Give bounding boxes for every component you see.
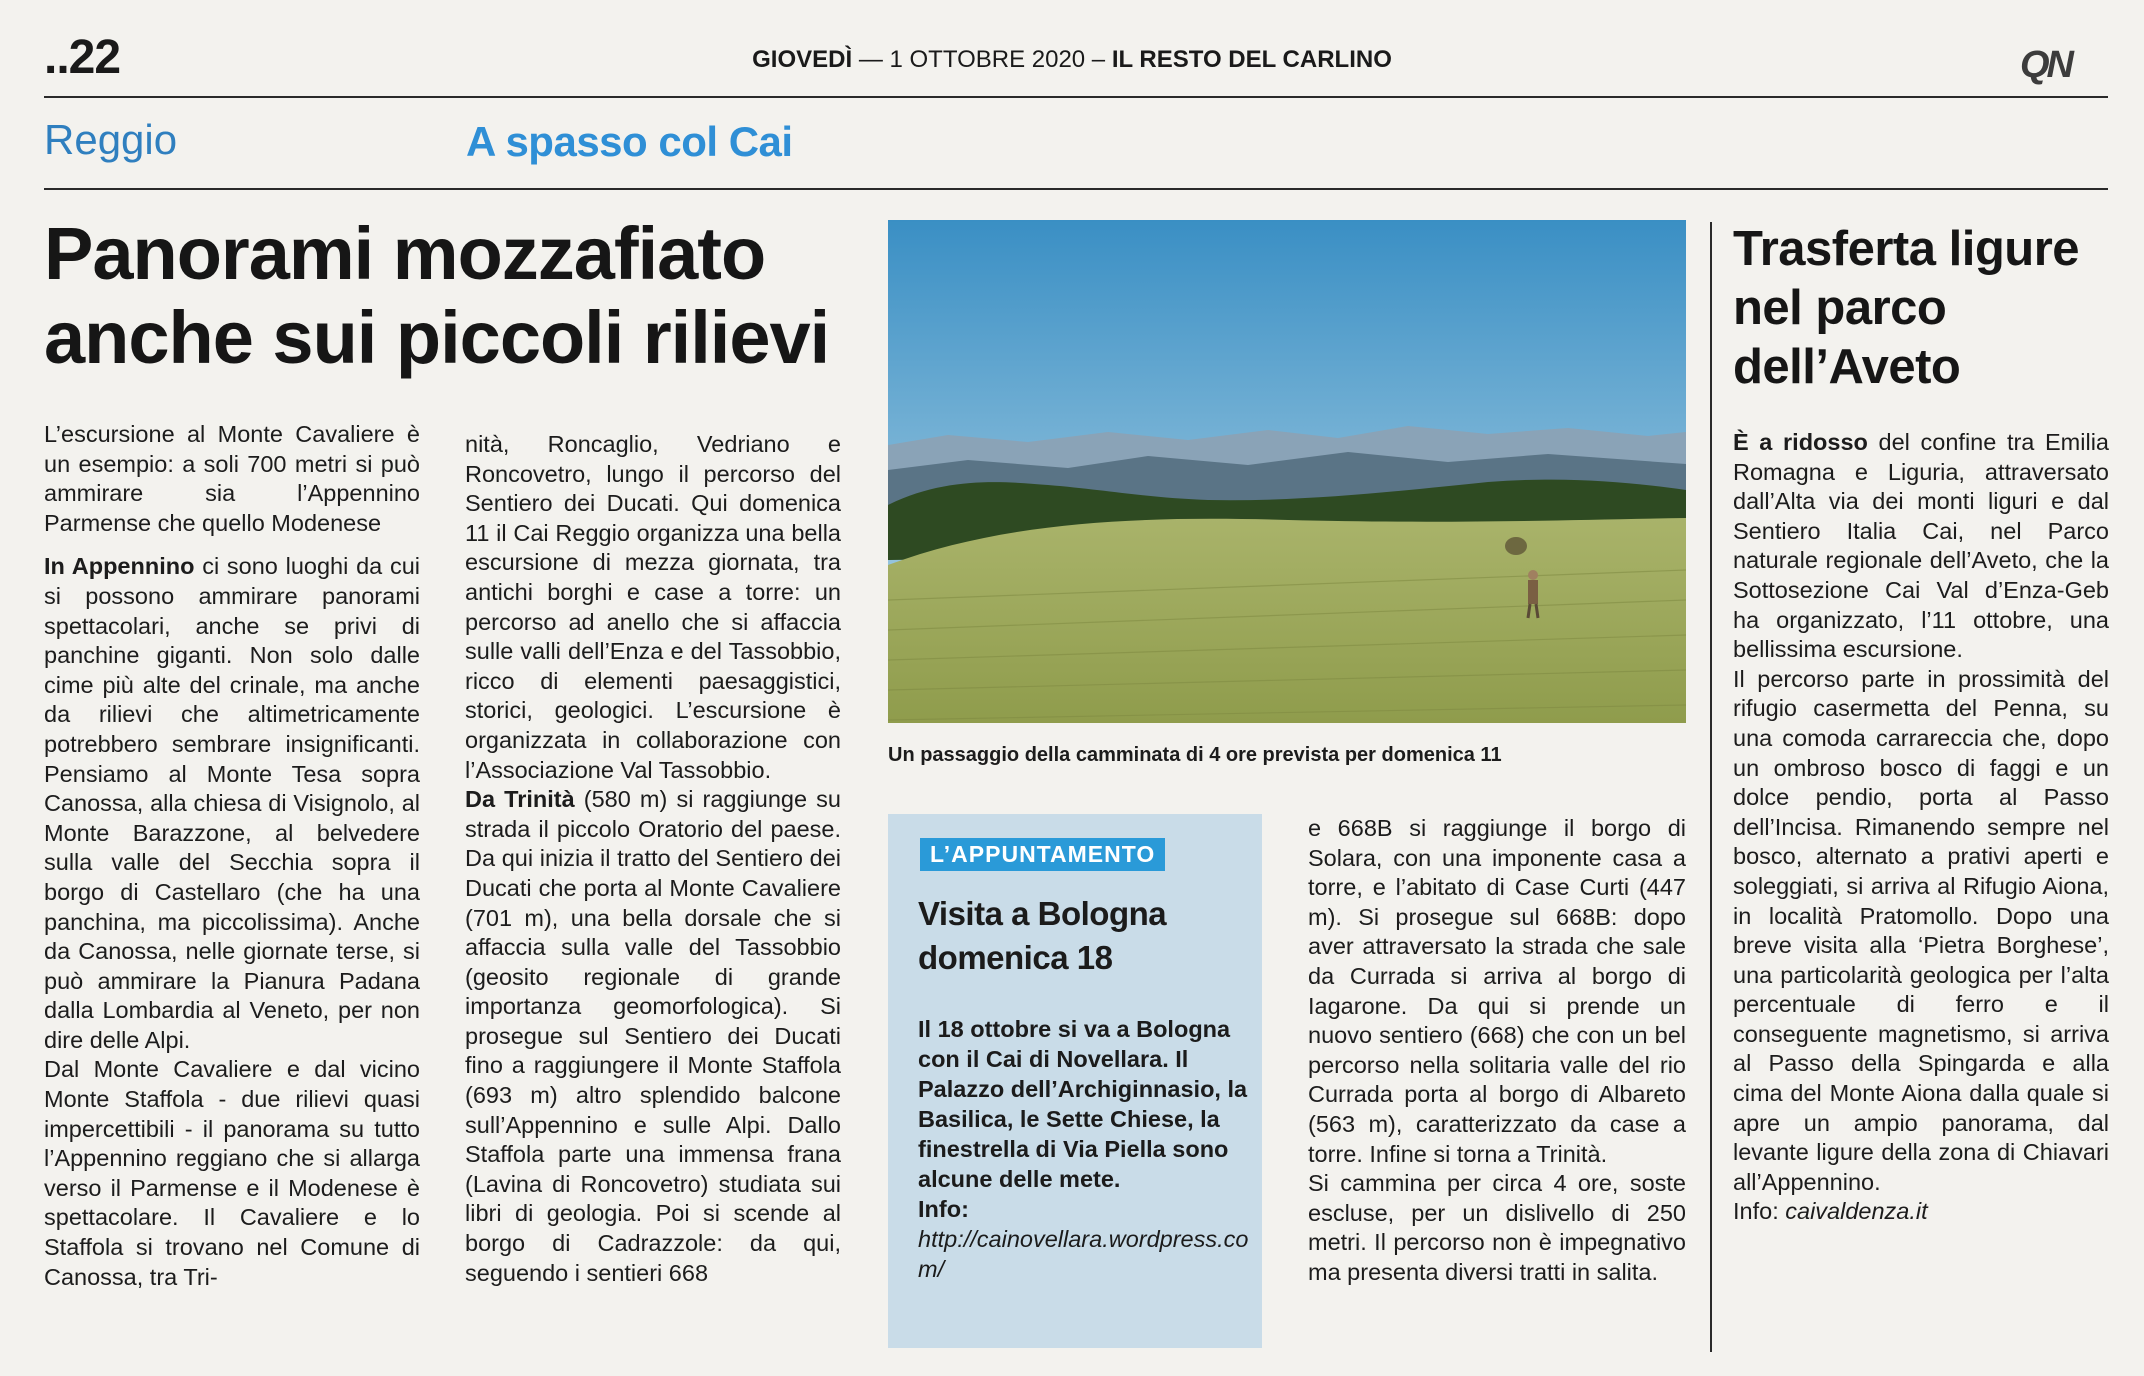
landscape-illustration xyxy=(888,220,1686,723)
article-paragraph: Da Trinità (580 m) si raggiunge su strada il piccolo Oratorio del paese. Da qui inizia il tratto del Sentiero dei Ducati che porta al Monte Cavaliere (701 m), una bella dorsale che si affaccia sulla valle del Tassobbio (geosito regionale di grande importanza geomorfologica). Si prosegue sul Sentiero dei Ducati fino a raggiungere il Monte Staffola (693 m) altro splendido balcone sull’Appennino e sulle Alpi. Dallo Staffola parte una immensa frana (Lavina di Roncovetro) studiata sui libri di geologia. Poi si scende al borgo di Cadrazzole: da qui, seguendo i sentieri 668 xyxy=(465,786,841,1286)
appointment-info-label: Info: xyxy=(918,1196,969,1222)
lead-in: In Appennino xyxy=(44,553,195,580)
article-paragraph: nità, Roncaglio, Vedriano e Roncovetro, lungo il percorso del Sentiero dei Ducati. Qui domenica 11 il Cai Reggio organizza una bella escursione di mezza giornata, tra antichi borghi e case a torre: un percorso ad anello che si affaccia sulle valli dell’Enza e del Tassobbio, ricco di elementi paesaggistici, storici, geologici. L’escursione è organizzata in collaborazione con l’Associazione Val Tassobbio. xyxy=(465,431,841,783)
section-name: Reggio xyxy=(44,116,178,163)
side-info: Info: caivaldenza.it xyxy=(1733,1198,1928,1225)
article-lead: L’escursione al Monte Cavaliere è un esempio: a soli 700 metri si può ammirare sia l’Appennino Parmense che quello Modenese xyxy=(44,421,420,536)
header-dateline xyxy=(0,46,2144,74)
header-rule xyxy=(44,96,2108,98)
appointment-body: Il 18 ottobre si va a Bologna con il Cai di Novellara. Il Palazzo dell’Archiginnasio, la Basilica, le Sette Chiese, la finestrella di Via Piella sono alcune delle mete. Info: http://cainovellara.wordpress.com/ xyxy=(918,1016,1249,1282)
header-day: GIOVEDÌ xyxy=(752,46,853,73)
article-column-3 xyxy=(1308,814,1686,1288)
side-article-column xyxy=(1733,428,2109,1227)
article-paragraph: Dal Monte Cavaliere e dal vicino Monte Staffola - due rilievi quasi impercettibili - il panorama su tutto l’Appennino reggiano che si allarga verso il Parmense e il Modenese è spettacolare. Il Cavaliere e lo Staffola si trovano nel Comune di Canossa, tra Tri- xyxy=(44,1056,420,1290)
article-paragraph: È a ridosso del confine tra Emilia Romagna e Liguria, attraversato dall’Alta via dei monti liguri e dal Sentiero Italia Cai, nel Parco naturale regionale dell’Aveto, che la Sottosezione Cai Val d’Enza-Geb ha organizzato, l’11 ottobre, una bellissima escursione. xyxy=(1733,429,2109,663)
header-date: — 1 OTTOBRE 2020 – xyxy=(858,46,1106,73)
headline-line-1: Panorami mozzafiato xyxy=(44,212,766,295)
header-newspaper: IL RESTO DEL CARLINO xyxy=(1111,46,1392,73)
section-rule xyxy=(44,188,2108,190)
qn-logo: QN xyxy=(2020,44,2071,86)
article-column-2 xyxy=(465,430,841,1288)
lead-in: Da Trinità xyxy=(465,786,575,813)
article-paragraph: Il percorso parte in prossimità del rifugio casermetta del Penna, su una comoda carrareccia che, dopo un ombroso bosco di faggi e un dolce pendio, porta al Passo dell’Incisa. Rimanendo sempre nel bosco, alternato a prativi aperti e soleggiati, si arriva al Rifugio Aiona, in località Pratomollo. Dopo una breve visita alla ‘Pietra Borghese’, una particolarità geologica per l’alta percentuale di ferro e il conseguente magnetismo, si arriva al Passo della Spingarda e alla cima del Monte Aiona dalla quale si apre un ampio panorama, dal levante ligure della zona di Chiavari all’Appennino. xyxy=(1733,665,2109,1195)
headline-line-2: anche sui piccoli rilievi xyxy=(44,296,830,379)
appointment-lead: Il 18 ottobre xyxy=(918,1016,1052,1042)
appointment-label: L’APPUNTAMENTO xyxy=(920,838,1165,871)
landscape-photo xyxy=(888,220,1686,723)
section-kicker: A spasso col Cai xyxy=(466,118,793,165)
article-paragraph: e 668B si raggiunge il borgo di Solara, con una imponente casa a torre, e l’abitato di Case Curti (447 m). Si prosegue sul 668B: dopo aver attraversato la strada che sale da Currada si arriva al borgo di Iagarone. Da qui si prende un nuovo sentiero (668) che con un bel percorso nella solitaria valle del rio Currada porta al borgo di Albareto (563 m), caratterizzato da case a torre. Infine si torna a Trinità. xyxy=(1308,815,1686,1167)
side-headline: Trasferta ligure nel parco dell’Aveto xyxy=(1733,222,2080,394)
lead-in: È a ridosso xyxy=(1733,429,1868,455)
page-number: ..22 xyxy=(44,31,121,84)
column-divider xyxy=(1710,222,1712,1352)
photo-caption: Un passaggio della camminata di 4 ore prevista per domenica 11 xyxy=(888,744,1502,766)
main-headline xyxy=(44,212,864,380)
article-column-1 xyxy=(44,420,420,1292)
article-paragraph: In Appennino ci sono luoghi da cui si possono ammirare panorami spettacolari, anche se privi di panchine giganti. Non solo dalle cime più alte del crinale, ma anche da rilievi che altimetricamente potrebbero sembrare insignificanti. Pensiamo al Monte Tesa sopra Canossa, alla chiesa di Visignolo, al Monte Barazzone, al belvedere sulla valle del Secchia sopra il borgo di Castellaro (che ha una panchina, ma piccolissima). Anche da Canossa, nelle giornate terse, si può ammirare la Pianura Padana dalla Lombardia al Veneto, per non dire delle Alpi. xyxy=(44,553,420,1053)
appointment-title: Visita a Bologna domenica 18 xyxy=(918,895,1167,976)
article-paragraph: Si cammina per circa 4 ore, soste escluse, per un dislivello di 250 metri. Il percorso non è impegnativo ma presenta diversi tratti in salita. xyxy=(1308,1170,1686,1285)
side-info-link[interactable]: caivaldenza.it xyxy=(1785,1198,1928,1225)
appointment-info-link[interactable]: http://cainovellara.wordpress.com/ xyxy=(918,1226,1249,1282)
